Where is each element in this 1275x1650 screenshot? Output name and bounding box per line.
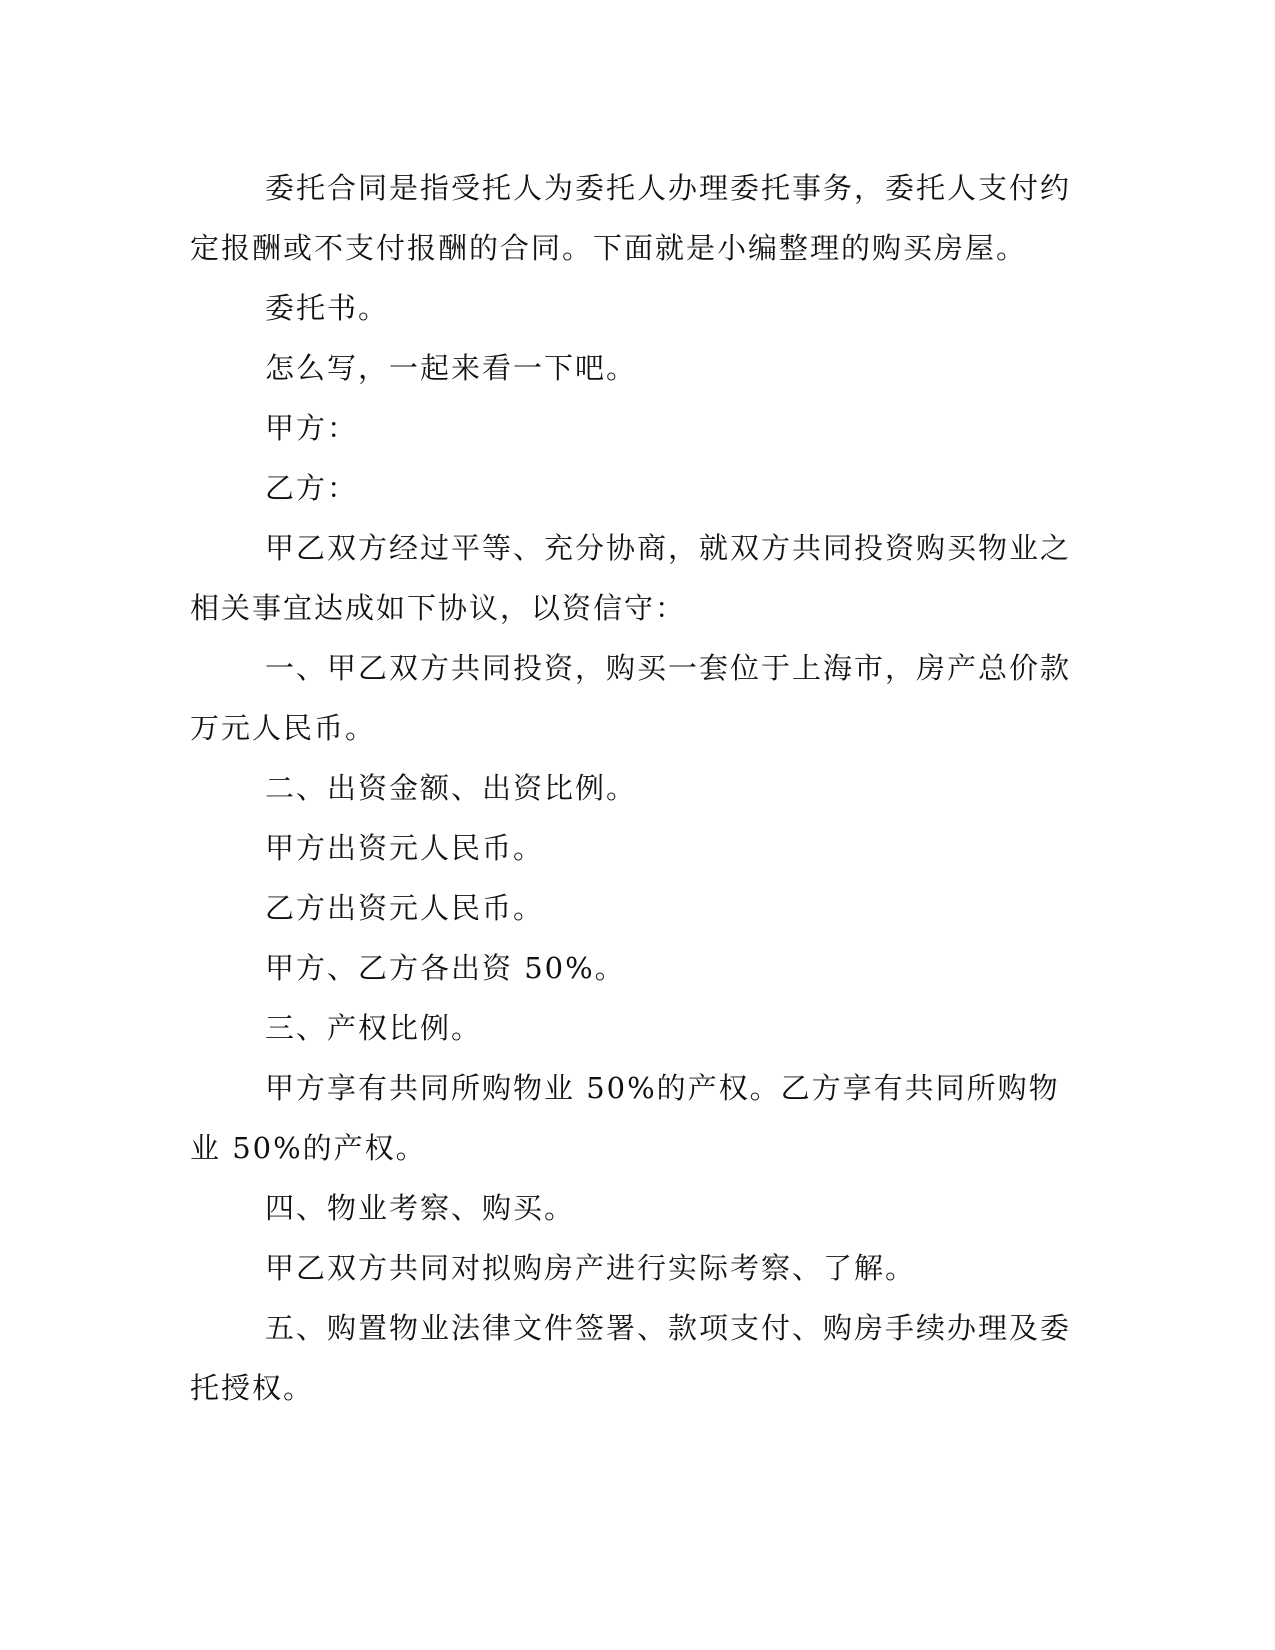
clause-1: 一、甲乙双方共同投资，购买一套位于上海市，房产总价款万元人民币。: [190, 651, 1072, 745]
clause-3-body: 甲方享有共同所购物业 50%的产权。乙方享有共同所购物业 50%的产权。: [190, 1071, 1060, 1165]
party-b-label: 乙方：: [265, 471, 359, 505]
document-body: [190, 158, 1090, 1418]
clause-4-heading: 四、物业考察、购买。: [265, 1191, 576, 1225]
paragraph-title: 委托书。: [265, 291, 390, 325]
clause-4-body: 甲乙双方共同对拟购房产进行实际考察、了解。: [265, 1251, 917, 1285]
clause-2-ratio: 甲方、乙方各出资 50%。: [265, 951, 626, 985]
clause-3-heading: 三、产权比例。: [265, 1011, 483, 1045]
party-a-label: 甲方：: [265, 411, 359, 445]
clause-2-heading: 二、出资金额、出资比例。: [265, 771, 638, 805]
paragraph-subtitle: 怎么写，一起来看一下吧。: [265, 351, 638, 385]
clause-2-party-b: 乙方出资元人民币。: [265, 891, 545, 925]
clause-5-heading: 五、购置物业法律文件签署、款项支付、购房手续办理及委托授权。: [190, 1311, 1072, 1405]
clause-2-party-a: 甲方出资元人民币。: [265, 831, 545, 865]
paragraph-preamble: 甲乙双方经过平等、充分协商，就双方共同投资购买物业之相关事宜达成如下协议，以资信守：: [190, 531, 1072, 625]
paragraph-intro: 委托合同是指受托人为委托人办理委托事务，委托人支付约定报酬或不支付报酬的合同。下面就是小编整理的购买房屋。: [190, 171, 1072, 265]
